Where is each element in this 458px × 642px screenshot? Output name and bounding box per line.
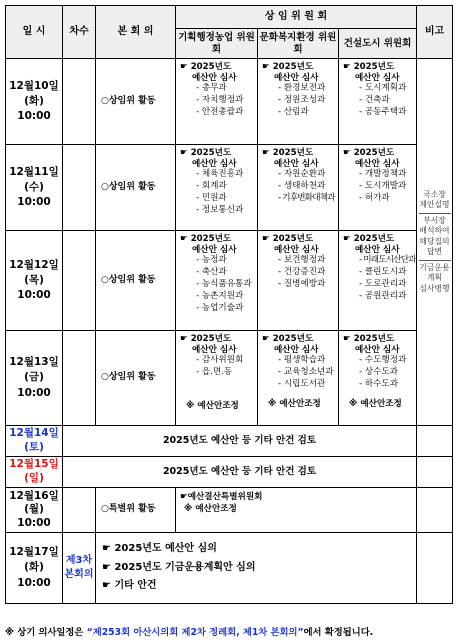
- committee-cell: ☛ 2025년도 예산안 심사 - 수도행정과 - 상수도과 - 하수도과 ※ 예산안조정: [339, 331, 417, 426]
- plenary-activity: ○상임위 활동: [96, 231, 176, 331]
- header-remarks: 비고: [417, 6, 453, 59]
- header-committee-1: 기획행정농업 위원회: [176, 29, 258, 59]
- session-cell: [63, 145, 96, 231]
- committee-cell: ☛ 2025년도 예산안 심사 - 체육진흥과 - 회계과 - 민원과 - 정보통신과: [176, 145, 258, 231]
- date-cell: 12월11일 (수) 10:00: [6, 145, 63, 231]
- header-date: 일 시: [6, 6, 63, 59]
- footnote-session-name: “제253회 아산시의회 제2차 정례회, 제1차 본회의”: [86, 627, 304, 638]
- review-row: [6, 426, 453, 457]
- session-cell: 제3차 본회의: [63, 533, 96, 604]
- special-committee-cell: ☛예산결산특별위원회 ※ 예산안조정: [176, 488, 417, 533]
- remarks-cell: 국소장 제안설명 부서장 배석하여 해당질의 답변 기금운용 계획 심사병행: [417, 59, 453, 426]
- date-cell: 12월16일 (월) 10:00: [6, 488, 63, 533]
- date-cell: 12월14일 (토): [6, 426, 63, 457]
- committee-cell: ☛ 2025년도 예산안 심사 - 보건행정과 - 건강증진과 - 질병예방과: [258, 231, 339, 331]
- committee-cell: ☛ 2025년도 예산안 심사 - 미래도시산단과 - 클린도시과 - 도로관리과 - 공원관리과: [339, 231, 417, 331]
- plenary-activity: ○특별위 활동: [96, 488, 176, 533]
- date-cell: 12월12일 (목) 10:00: [6, 231, 63, 331]
- agenda-cell: ☛ 2025년도 예산안 심의 ☛ 2025년도 기금운용계획안 심의 ☛ 기타 안건: [96, 533, 417, 604]
- committee-cell: ☛ 2025년도 예산안 심사 - 총무과 - 자치행정과 - 안전총괄과: [176, 59, 258, 145]
- committee-cell: ☛ 2025년도 예산안 심사 - 평생학습과 - 교육청소년과 - 시립도서관 ※ 예산안조정: [258, 331, 339, 426]
- committee-cell: ☛ 2025년도 예산안 심사 - 개발정책과 - 도시개발과 - 허가과: [339, 145, 417, 231]
- review-text: 2025년도 예산안 등 기타 안건 검토: [63, 426, 417, 457]
- remarks-empty: [417, 488, 453, 533]
- remarks-empty: [417, 426, 453, 457]
- committee-cell: ☛ 2025년도 예산안 심사 - 감사위원회 - 읍.면.동 ※ 예산안조정: [176, 331, 258, 426]
- review-text: 2025년도 예산안 등 기타 안건 검토: [63, 457, 417, 488]
- remarks-divider: [419, 213, 451, 214]
- date-cell: 12월15일 (일): [6, 457, 63, 488]
- plenary-activity: ○상임위 활동: [96, 59, 176, 145]
- committee-cell: ☛ 2025년도 예산안 심사 - 자원순환과 - 생태하천과 - 기후변화대책과: [258, 145, 339, 231]
- special-row: [6, 488, 453, 533]
- plenary-activity: ○상임위 활동: [96, 331, 176, 426]
- session-cell: [63, 231, 96, 331]
- schedule-row: [6, 145, 453, 231]
- remarks-empty: [417, 533, 453, 604]
- session-cell: [63, 59, 96, 145]
- header-plenary: 본 회 의: [96, 6, 176, 59]
- remarks-empty: [417, 457, 453, 488]
- review-row: [6, 457, 453, 488]
- date-cell: 12월13일 (금) 10:00: [6, 331, 63, 426]
- session-cell: [63, 488, 96, 533]
- schedule-table: [5, 5, 453, 604]
- session-cell: [63, 331, 96, 426]
- header-committee-3: 건설도시 위원회: [339, 29, 417, 59]
- header-committee-2: 문화복지환경 위원회: [258, 29, 339, 59]
- date-cell: 12월17일 (화) 10:00: [6, 533, 63, 604]
- plenary-activity: ○상임위 활동: [96, 145, 176, 231]
- schedule-row: [6, 59, 453, 145]
- date-cell: 12월10일 (화) 10:00: [6, 59, 63, 145]
- committee-cell: ☛ 2025년도 예산안 심사 - 농정과 - 축산과 - 농식품유통과 - 농촌지원과 - 농업기술과: [176, 231, 258, 331]
- committee-cell: ☛ 2025년도 예산안 심사 - 환경보전과 - 정원조성과 - 산림과: [258, 59, 339, 145]
- remarks-divider: [419, 260, 451, 261]
- schedule-row: [6, 331, 453, 426]
- header-committee-group: 상 임 위 원 회: [176, 6, 417, 29]
- schedule-row: [6, 231, 453, 331]
- header-session: 차수: [63, 6, 96, 59]
- footnote: ※ 상기 의사일정은 “제253회 아산시의회 제2차 정례회, 제1차 본회의”에서 확정됩니다.: [5, 627, 374, 638]
- committee-cell: ☛ 2025년도 예산안 심사 - 도시계획과 - 건축과 - 공동주택과: [339, 59, 417, 145]
- final-row: [6, 533, 453, 604]
